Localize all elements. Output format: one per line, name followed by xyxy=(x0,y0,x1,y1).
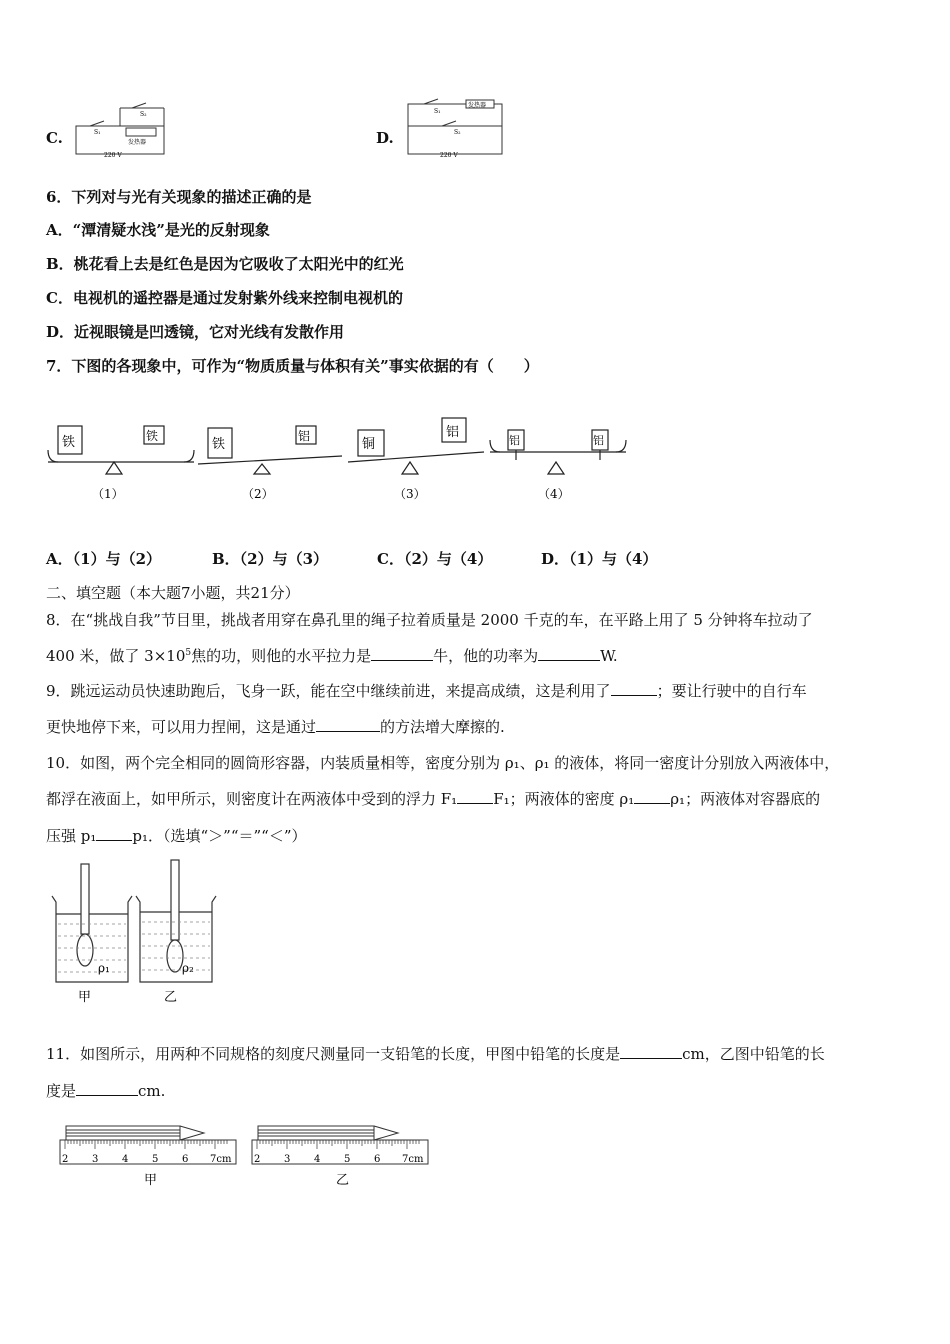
rho-label-1: ρ₁ xyxy=(98,961,110,975)
ruler-2-tick-2: 2 xyxy=(254,1154,261,1165)
q11-blank-2[interactable] xyxy=(76,1081,138,1096)
hydrometer-1-stem xyxy=(81,864,89,934)
q9-line2: 更快地停下来，可以用力捏闸，这是通过 的方法增大摩擦的. xyxy=(46,718,505,736)
pencil-2 xyxy=(258,1126,398,1140)
hydrometer-2-stem xyxy=(171,860,179,940)
ruler-1-tick-2: 2 xyxy=(62,1154,69,1165)
q10-line1: 10．如图，两个完全相同的圆筒形容器，内装质量相等，密度分别为 ρ₁、ρ₁ 的液体，将同一密度计分别放入两液体中， xyxy=(46,754,840,772)
q5-option-c[interactable]: C. xyxy=(46,129,63,147)
rho-label-2: ρ₂ xyxy=(182,961,194,975)
balance-3-left: 铜 xyxy=(362,437,376,452)
section-heading: 二、填空题（本大题7小题，共21分） xyxy=(46,584,300,602)
q7-option-b[interactable]: B．（2）与（3） xyxy=(212,550,329,568)
beaker-label-2: 乙 xyxy=(164,990,178,1005)
circuit-c-switch-s2 xyxy=(132,103,146,108)
q10-blank-density[interactable] xyxy=(634,789,670,804)
circuit-c-heater-label: 发热器 xyxy=(128,139,147,146)
circuit-c-volt-label: 220 V xyxy=(104,152,122,159)
q6-option-a[interactable]: A．“潭清疑水浅”是光的反射现象 xyxy=(46,221,270,239)
beaker-1 xyxy=(52,896,132,982)
ruler-1-tick-5: 5 xyxy=(152,1154,159,1165)
circuit-d-switch-s1 xyxy=(424,99,438,104)
q10-blank-force[interactable] xyxy=(457,789,493,804)
circuit-c-s2-label: S₂ xyxy=(140,111,147,118)
pencil-1 xyxy=(66,1126,204,1140)
ruler-2-ticks xyxy=(257,1140,419,1149)
q10-line2: 都浮在液面上，如甲所示，则密度计在两液体中受到的浮力 F₁ F₁；两液体的密度 ρ₁ ρ₁；两液体对容器底的 xyxy=(46,790,821,808)
q8-blank-force[interactable] xyxy=(371,646,433,661)
circuit-d-heater-label: 发热器 xyxy=(468,102,487,109)
q5-option-d[interactable]: D. xyxy=(376,129,394,147)
q11-line2: 度是 cm. xyxy=(46,1082,166,1100)
q9-blank-2[interactable] xyxy=(316,717,380,732)
q10-hydrometer-figure xyxy=(48,858,218,1008)
q8-line2: 400 米，做了 $3\times 10^5$焦的功，则他的水平拉力是 牛，他的功率为 W. xyxy=(46,647,618,665)
q7-option-a[interactable]: A．（1）与（2） xyxy=(46,550,162,568)
ruler-2-tick-3: 3 xyxy=(284,1154,291,1165)
q7-option-d[interactable]: D．（1）与（4） xyxy=(541,550,658,568)
q9-line1: 9．跳远运动员快速助跑后，飞身一跃，能在空中继续前进，来提高成绩，这是利用了 ；要让行驶中的自行车 xyxy=(46,682,807,700)
q7-stem: 7．下图的各现象中，可作为“物质质量与体积有关”事实依据的有（ ） xyxy=(46,357,539,375)
q8-line1: 8．在“挑战自我”节目里，挑战者用穿在鼻孔里的绳子拉着质量是 2000 千克的车，在平路上用了 5 分钟将车拉动了 xyxy=(46,611,813,629)
q11-line1: 11．如图所示，用两种不同规格的刻度尺测量同一支铅笔的长度，甲图中铅笔的长度是 cm，乙图中铅笔的长 xyxy=(46,1045,825,1063)
balance-2-label: （2） xyxy=(242,487,274,501)
q7-option-c[interactable]: C．（2）与（4） xyxy=(377,550,493,568)
ruler-2-label: 乙 xyxy=(336,1173,350,1188)
balance-3-right: 铝 xyxy=(446,425,460,440)
balance-4-label: （4） xyxy=(538,487,570,501)
ruler-2-tick-4: 4 xyxy=(314,1154,321,1165)
circuit-c-heater xyxy=(126,128,156,136)
ruler-1-tick-7: 7cm xyxy=(210,1154,232,1165)
q8-blank-power[interactable] xyxy=(538,646,600,661)
balance-3-label: （3） xyxy=(394,487,426,501)
ruler-2-tick-6: 6 xyxy=(374,1154,381,1165)
q6-option-d[interactable]: D．近视眼镜是凹透镜，它对光线有发散作用 xyxy=(46,323,345,341)
balance-2-left: 铁 xyxy=(212,437,226,452)
ruler-1-label: 甲 xyxy=(144,1173,158,1188)
hydrometer-2-bulb xyxy=(167,940,183,972)
q9-blank-1[interactable] xyxy=(611,681,657,696)
ruler-1-tick-4: 4 xyxy=(122,1154,129,1165)
q7-balance-figures xyxy=(44,412,644,507)
q6-option-c[interactable]: C．电视机的遥控器是通过发射紫外线来控制电视机的 xyxy=(46,289,403,307)
balance-2-right: 铝 xyxy=(298,429,311,443)
hydrometer-1-bulb xyxy=(77,934,93,966)
balance-1-right: 铁 xyxy=(146,429,159,443)
q6-stem: 6．下列对与光有关现象的描述正确的是 xyxy=(46,188,312,206)
ruler-1-ticks xyxy=(65,1140,227,1149)
circuit-c-switch-s1 xyxy=(90,121,104,126)
ruler-2-tick-7: 7cm xyxy=(402,1154,424,1165)
q5-circuit-d xyxy=(402,98,506,160)
beaker-label-1: 甲 xyxy=(78,990,92,1005)
q10-line3: 压强 p₁ p₁．（选填“＞”“＝”“＜”） xyxy=(46,827,307,845)
balance-4-left: 铝 xyxy=(509,434,520,447)
balance-1-label: （1） xyxy=(92,487,124,501)
ruler-1-tick-3: 3 xyxy=(92,1154,99,1165)
circuit-d-volt-label: 220 V xyxy=(440,152,458,159)
q10-blank-pressure[interactable] xyxy=(96,826,132,841)
circuit-c-s1-label: S₁ xyxy=(94,129,101,136)
circuit-d-s1-label: S₁ xyxy=(434,108,441,115)
q5-circuit-c xyxy=(70,100,170,160)
q11-ruler-figure xyxy=(54,1118,434,1190)
q6-option-b[interactable]: B．桃花看上去是红色是因为它吸收了太阳光中的红光 xyxy=(46,255,404,273)
circuit-d-switch-s2 xyxy=(442,121,456,126)
balance-4-right: 铝 xyxy=(593,434,604,447)
balance-1 xyxy=(48,426,194,474)
ruler-2-tick-5: 5 xyxy=(344,1154,351,1165)
balance-1-left: 铁 xyxy=(62,435,76,450)
q11-blank-1[interactable] xyxy=(620,1044,682,1059)
ruler-1-tick-6: 6 xyxy=(182,1154,189,1165)
circuit-d-s2-label: S₂ xyxy=(454,129,461,136)
